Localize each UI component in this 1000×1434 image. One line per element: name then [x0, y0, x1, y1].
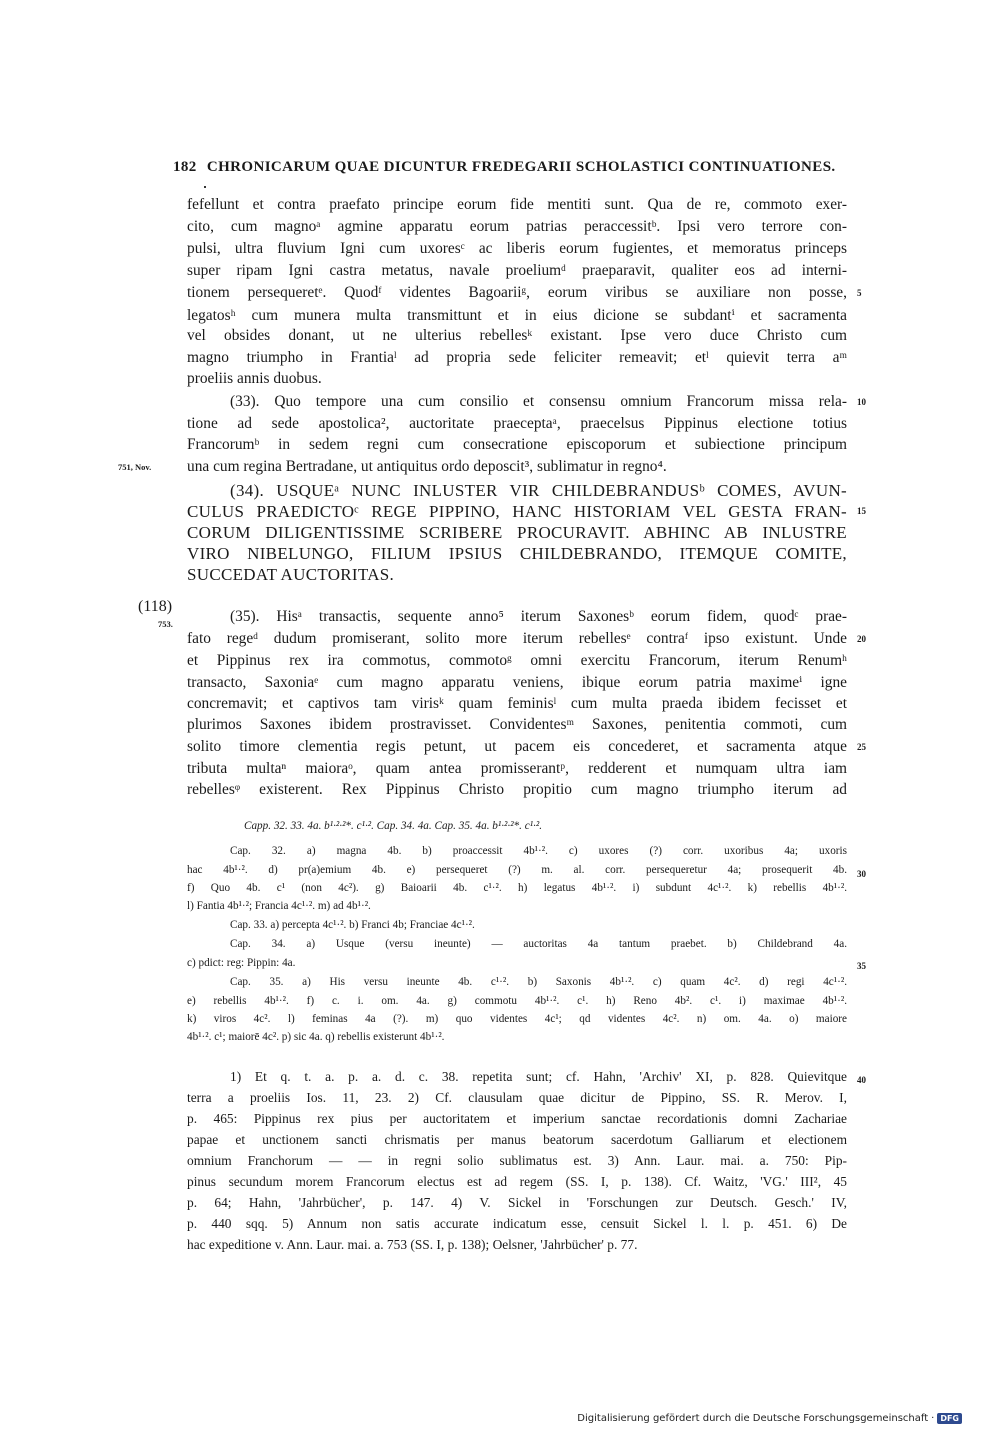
- text-line: super ripam Igni castra metatus, navale proeliumᵈ praeparavit, qualiter eos ad interni-: [187, 262, 847, 279]
- text-line: legatosʰ cum munera multa transmittunt et in eius dicione se subdantⁱ et sacramenta: [187, 307, 847, 324]
- text-line: et Pippinus rex ira commotus, commotoᵍ omni exercitu Francorum, iterum Renumʰ: [187, 652, 847, 669]
- footer-separator: ·: [931, 1413, 935, 1424]
- caps-line: VIRO NIBELUNGO, FILIUM IPSIUS CHILDEBRANDO, ITEMQUE COMITE,: [187, 544, 847, 563]
- caps-line: (34). USQUEᵃ NUNC INLUSTER VIR CHILDEBRANDUSᵇ COMES, AVUN-: [230, 481, 847, 500]
- apparatus-line: e) rebellis 4b¹·². f) c. i. om. 4a. g) commotu 4b¹·². c¹. h) Reno 4b². c¹. i) maximae 4b¹·².: [187, 995, 847, 1007]
- running-title: CHRONICARUM QUAE DICUNTUR FREDEGARII SCHOLASTICI CONTINUATIONES.: [206, 159, 836, 175]
- text-line: tione ad sede apostolica², auctoritate praeceptaᵃ, praecelsus Pippinus electione totius: [187, 415, 847, 432]
- text-line: proeliis annis duobus.: [187, 370, 322, 387]
- footnote-line: p. 64; Hahn, 'Jahrbücher', p. 147. 4) V. Sickel in 'Forschungen zur Deutsch. Gesch.' IV,: [187, 1195, 847, 1210]
- text-line: solito timore clementia regis petunt, ut pacem eis concederet, et sacramenta atque: [187, 738, 847, 755]
- line-number: 5: [857, 288, 862, 298]
- text-line: vel obsides donant, ut ne ulterius rebellesᵏ existant. Ipse vero duce Christo cum: [187, 327, 847, 344]
- text-line: tributa multaⁿ maioraᵒ, quam antea promisserantᵖ, redderent et numquam ultra iam: [187, 760, 847, 777]
- footnote-line: 1) Et q. t. a. p. a. d. c. 38. repetita sunt; cf. Hahn, 'Archiv' XI, p. 828. Quievitque: [230, 1069, 847, 1084]
- text-line: Francorumᵇ in sedem regni cum consecratione episcoporum et subiectione principum: [187, 436, 847, 453]
- margin-section-118: (118): [138, 598, 173, 615]
- line-number: 20: [857, 634, 866, 644]
- text-line: (35). Hisᵃ transactis, sequente anno⁵ iterum Saxonesᵇ eorum fidem, quodᶜ prae-: [230, 608, 847, 625]
- line-number: 40: [857, 1075, 866, 1085]
- footer-credit: Digitalisierung gefördert durch die Deutsche Forschungsgemeinschaft: [577, 1413, 929, 1424]
- footnote-line: terra a proeliis Ios. 11, 23. 2) Cf. clausulam quae dicitur de Pippino, SS. R. Merov. I,: [187, 1090, 847, 1105]
- footnote-line: pinus secundum morem Francorum electus est ad regem (SS. I, p. 138). Cf. Waitz, 'VG.' III², 45: [187, 1174, 847, 1189]
- caps-line: SUCCEDAT AUCTORITAS.: [187, 565, 395, 584]
- text-line: transacto, Saxoniaᵉ cum magno apparatu veniens, ibique eorum patria maximeⁱ igne: [187, 674, 847, 691]
- caps-line: CORUM DILIGENTISSIME SCRIBERE PROCURAVIT. ABHINC AB INLUSTRE: [187, 523, 847, 542]
- text-line: magno triumpho in Frantiaˡ ad propria sede feliciter remeavit; etˡ quievit terra aᵐ: [187, 349, 847, 366]
- page-number: 182: [173, 159, 197, 175]
- dot-mark: [204, 186, 206, 188]
- line-number: 10: [857, 397, 866, 407]
- text-line: (33). Quo tempore una cum consilio et consensu omnium Francorum missa rela-: [230, 393, 847, 410]
- text-line: cito, cum magnoᵃ agmine apparatu eorum patrias peraccessitᵇ. Ipsi vero terrore con-: [187, 218, 847, 235]
- apparatus-line: Cap. 35. a) His versu ineunte 4b. c¹·². b) Saxonis 4b¹·². c) quam 4c². d) regi 4c¹·².: [230, 976, 847, 988]
- margin-date-753: 753.: [158, 619, 173, 629]
- footnote-line: omnium Franchorum — — in regni solio sublimatus est. 3) Ann. Laur. mai. a. 750: Pip-: [187, 1153, 847, 1168]
- text-line: plurimos Saxones ibidem prostravisset. Convidentesᵐ Saxones, penitentia commoti, cum: [187, 716, 847, 733]
- running-head: [173, 159, 836, 176]
- apparatus-line: Capp. 32. 33. 4a. b¹·²·²*. c¹·². Cap. 34. 4a. Cap. 35. 4a. b¹·²·²*. c¹·².: [244, 820, 542, 832]
- text-line: fato regeᵈ dudum promiserant, solito more iterum rebellesᵉ contraᶠ ipso existunt. Unde: [187, 630, 847, 647]
- footnote-line: hac expeditione v. Ann. Laur. mai. a. 753 (SS. I, p. 138); Oelsner, 'Jahrbücher' p. 77.: [187, 1237, 638, 1252]
- text-line: rebellesᵠ existerent. Rex Pippinus Christo propitio cum magno triumpho iterum ad: [187, 781, 847, 798]
- apparatus-line: Cap. 33. a) percepta 4c¹·². b) Franci 4b; Franciae 4c¹·².: [230, 919, 475, 931]
- apparatus-line: Cap. 32. a) magna 4b. b) proaccessit 4b¹·². c) uxores (?) corr. uxoribus 4a; uxoris: [230, 845, 847, 857]
- footnote-line: p. 440 sqq. 5) Annum non satis accurate indicatum esse, censuit Sickel l. l. p. 451. 6) De: [187, 1216, 847, 1231]
- line-number: 15: [857, 506, 866, 516]
- apparatus-line: hac 4b¹·². d) pr(a)emium 4b. e) persequeret (?) m. al. corr. persequeretur 4a; prosequerit 4b.: [187, 864, 847, 876]
- caps-line: CULUS PRAEDICTOᶜ REGE PIPPINO, HANC HISTORIAM VEL GESTA FRAN-: [187, 502, 847, 521]
- text-line: una cum regina Bertradane, ut antiquitus ordo deposcit³, sublimatur in regno⁴.: [187, 458, 667, 475]
- text-line: pulsi, ultra fluvium Igni cum uxoresᶜ ac liberis eorum fugientes, et memoratus princeps: [187, 240, 847, 257]
- line-number: 25: [857, 742, 866, 752]
- footnote-line: papae et unctionem sancti chrismatis per manus beatorum sacerdotum Galliarum et electionem: [187, 1132, 847, 1147]
- apparatus-line: k) viros 4c². l) feminas 4a (?). m) quo videntes 4c¹; qd videntes 4c². n) om. 4a. o) maiore: [187, 1013, 847, 1025]
- apparatus-line: c) pdict: reg: Pippin: 4a.: [187, 957, 296, 969]
- digitization-footer: [577, 1413, 962, 1424]
- apparatus-line: Cap. 34. a) Usque (versu ineunte) — auctoritas 4a tantum praebet. b) Childebrand 4a.: [230, 938, 847, 950]
- apparatus-line: l) Fantia 4b¹·²; Francia 4c¹·². m) ad 4b¹·².: [187, 900, 371, 912]
- line-number: 30: [857, 869, 866, 879]
- line-number: 35: [857, 961, 866, 971]
- text-line: tionem persequeretᵉ. Quodᶠ videntes Bagoariiᵍ, eorum viribus se auxiliare non posse,: [187, 284, 847, 301]
- margin-date-751: 751, Nov.: [118, 462, 152, 472]
- text-line: concremavit; et captivos tam virisᵏ quam feminisˡ cum multa praeda ibidem fecisset et: [187, 695, 847, 712]
- dfg-logo: DFG: [937, 1413, 962, 1424]
- apparatus-line: f) Quo 4b. c¹ (non 4c²). g) Baioarii 4b. c¹·². h) legatus 4b¹·². i) subdunt 4c¹·². k) rebellis 4b¹·².: [187, 882, 847, 894]
- apparatus-line: 4b¹·². c¹; maiorē 4c². p) sic 4a. q) rebellis existerunt 4b¹·².: [187, 1031, 445, 1043]
- text-line: fefellunt et contra praefato principe eorum fide mentiti sunt. Qua de re, commoto exer-: [187, 196, 847, 213]
- footnote-line: p. 465: Pippinus rex pius per auctoritatem et imperium sanctae recordationis domni Zachariae: [187, 1111, 847, 1126]
